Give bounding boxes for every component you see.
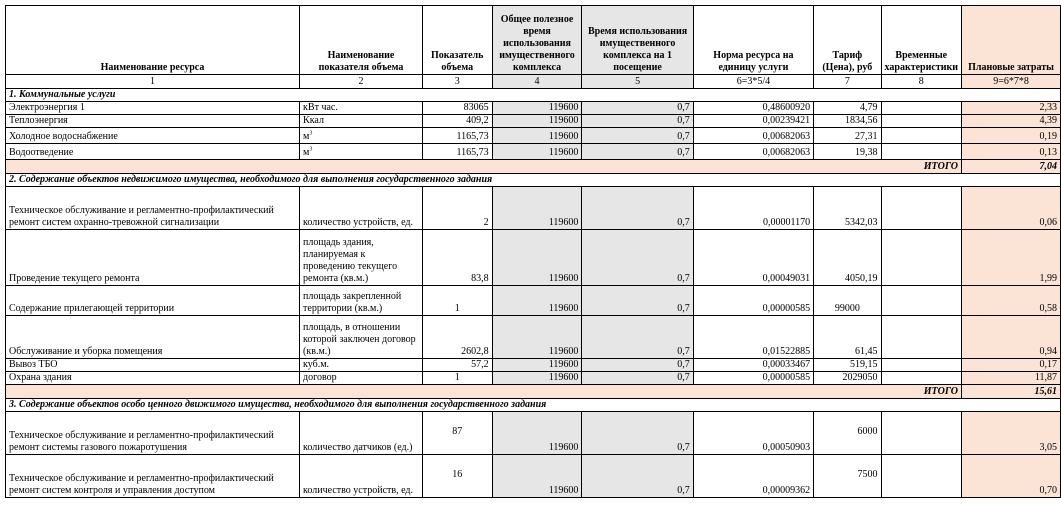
planned-cost: 1,99 <box>962 230 1061 286</box>
volume: 1 <box>422 372 492 385</box>
section-title-row <box>6 174 1061 187</box>
tariff: 6000 <box>814 412 881 455</box>
table-row <box>6 102 1061 115</box>
time-char <box>881 187 962 230</box>
column-number: 5 <box>582 75 693 89</box>
total-time: 119600 <box>492 372 582 385</box>
header-tariff: Тариф (Цена), руб <box>814 6 881 75</box>
norm: 0,00001170 <box>693 187 813 230</box>
norm: 0,00049031 <box>693 230 813 286</box>
planned-cost: 0,19 <box>962 128 1061 144</box>
tariff: 19,38 <box>814 144 881 160</box>
resource-name: Проведение текущего ремонта <box>6 230 300 286</box>
time-char <box>881 286 962 316</box>
unit: Ккал <box>300 115 423 128</box>
time-char <box>881 359 962 372</box>
planned-cost: 0,58 <box>962 286 1061 316</box>
total-label: ИТОГО <box>6 160 962 174</box>
unit: количество датчиков (ед.) <box>300 412 423 455</box>
volume: 2602,8 <box>422 316 492 359</box>
total-time: 119600 <box>492 286 582 316</box>
total-row <box>6 160 1061 174</box>
header-planned-cost: Плановые затраты <box>962 6 1061 75</box>
resource-name: Холодное водоснабжение <box>6 128 300 144</box>
section-title-row <box>6 399 1061 412</box>
resource-name: Техническое обслуживание и регламентно-профилактический ремонт системы газового пожаротушения <box>6 412 300 455</box>
unit: площадь закрепленной территории (кв.м.) <box>300 286 423 316</box>
time-char <box>881 455 962 498</box>
resource-name: Вывоз ТБО <box>6 359 300 372</box>
resource-name: Теплоэнергия <box>6 115 300 128</box>
planned-cost: 0,06 <box>962 187 1061 230</box>
tariff: 1834,56 <box>814 115 881 128</box>
norm: 0,00000585 <box>693 372 813 385</box>
time-per-visit: 0,7 <box>582 230 693 286</box>
volume: 16 <box>422 455 492 498</box>
section-title-row <box>6 89 1061 102</box>
resource-name: Техническое обслуживание и регламентно-профилактический ремонт систем охранно-тревожной сигнализации <box>6 187 300 230</box>
time-per-visit: 0,7 <box>582 102 693 115</box>
unit: количество устройств, ед. <box>300 187 423 230</box>
resource-name: Охрана здания <box>6 372 300 385</box>
table-row <box>6 359 1061 372</box>
total-time: 119600 <box>492 144 582 160</box>
time-char <box>881 128 962 144</box>
tariff: 4,79 <box>814 102 881 115</box>
time-per-visit: 0,7 <box>582 359 693 372</box>
table-row <box>6 455 1061 498</box>
time-per-visit: 0,7 <box>582 144 693 160</box>
time-per-visit: 0,7 <box>582 115 693 128</box>
time-per-visit: 0,7 <box>582 412 693 455</box>
unit-superscript: 3 <box>309 146 313 153</box>
planned-cost: 3,05 <box>962 412 1061 455</box>
tariff: 5342,03 <box>814 187 881 230</box>
norm: 0,00239421 <box>693 115 813 128</box>
volume: 83,8 <box>422 230 492 286</box>
time-char <box>881 102 962 115</box>
unit: кВт час. <box>300 102 423 115</box>
time-char <box>881 412 962 455</box>
tariff: 27,31 <box>814 128 881 144</box>
column-number: 4 <box>492 75 582 89</box>
planned-cost: 2,33 <box>962 102 1061 115</box>
planned-cost: 0,94 <box>962 316 1061 359</box>
time-char <box>881 115 962 128</box>
planned-cost: 0,17 <box>962 359 1061 372</box>
table-row <box>6 316 1061 359</box>
header-time-characteristics: Временные характеристики <box>881 6 962 75</box>
unit: количество устройств, ед. <box>300 455 423 498</box>
tariff: 4050,19 <box>814 230 881 286</box>
time-per-visit: 0,7 <box>582 286 693 316</box>
time-char <box>881 372 962 385</box>
total-time: 119600 <box>492 359 582 372</box>
total-value: 15,61 <box>962 385 1061 399</box>
volume: 1165,73 <box>422 144 492 160</box>
column-number: 1 <box>6 75 300 89</box>
resource-name: Электроэнергия 1 <box>6 102 300 115</box>
volume: 87 <box>422 412 492 455</box>
column-number: 3 <box>422 75 492 89</box>
resource-cost-table <box>5 5 1061 498</box>
column-number: 8 <box>881 75 962 89</box>
table-row <box>6 187 1061 230</box>
total-time: 119600 <box>492 455 582 498</box>
table-row <box>6 230 1061 286</box>
time-per-visit: 0,7 <box>582 455 693 498</box>
tariff: 2029050 <box>814 372 881 385</box>
unit-text: м <box>303 147 310 158</box>
planned-cost: 4,39 <box>962 115 1061 128</box>
column-number: 2 <box>300 75 423 89</box>
header-volume: Показатель объема <box>422 6 492 75</box>
table-row <box>6 128 1061 144</box>
planned-cost: 11,87 <box>962 372 1061 385</box>
norm: 0,00050903 <box>693 412 813 455</box>
tariff: 7500 <box>814 455 881 498</box>
section-title: 3. Содержание объектов особо ценного движимого имущества, необходимого для выполнения государственного задания <box>6 399 1061 412</box>
total-time: 119600 <box>492 412 582 455</box>
norm: 0,00682063 <box>693 144 813 160</box>
volume: 57,2 <box>422 359 492 372</box>
time-char <box>881 230 962 286</box>
total-time: 119600 <box>492 230 582 286</box>
total-value: 7,04 <box>962 160 1061 174</box>
unit: договор <box>300 372 423 385</box>
tariff: 61,45 <box>814 316 881 359</box>
unit: куб.м. <box>300 359 423 372</box>
resource-name: Водоотведение <box>6 144 300 160</box>
total-time: 119600 <box>492 316 582 359</box>
table-row <box>6 144 1061 160</box>
table-row <box>6 115 1061 128</box>
norm: 0,00682063 <box>693 128 813 144</box>
volume: 409,2 <box>422 115 492 128</box>
column-number: 9=6*7*8 <box>962 75 1061 89</box>
time-char <box>881 144 962 160</box>
norm: 0,01522885 <box>693 316 813 359</box>
section-title: 1. Коммунальные услуги <box>6 89 1061 102</box>
volume: 83065 <box>422 102 492 115</box>
header-row <box>6 6 1061 75</box>
resource-name: Содержание прилегающей территории <box>6 286 300 316</box>
section-title: 2. Содержание объектов недвижимого имущества, необходимого для выполнения государственного задания <box>6 174 1061 187</box>
unit-text: м <box>303 131 310 142</box>
total-label: ИТОГО <box>6 385 962 399</box>
time-per-visit: 0,7 <box>582 316 693 359</box>
norm: 0,00033467 <box>693 359 813 372</box>
unit: площадь, в отношении которой заключен договор (кв.м.) <box>300 316 423 359</box>
time-per-visit: 0,7 <box>582 128 693 144</box>
planned-cost: 0,13 <box>962 144 1061 160</box>
norm: 0,48600920 <box>693 102 813 115</box>
total-time: 119600 <box>492 187 582 230</box>
time-char <box>881 316 962 359</box>
resource-name: Обслуживание и уборка помещения <box>6 316 300 359</box>
unit <box>300 144 423 160</box>
column-number: 6=3*5/4 <box>693 75 813 89</box>
time-per-visit: 0,7 <box>582 372 693 385</box>
tariff: 99000 <box>814 286 881 316</box>
total-time: 119600 <box>492 102 582 115</box>
header-volume-indicator-name: Наименование показателя объема <box>300 6 423 75</box>
total-time: 119600 <box>492 115 582 128</box>
volume: 2 <box>422 187 492 230</box>
header-resource-norm: Норма ресурса на единицу услуги <box>693 6 813 75</box>
total-row <box>6 385 1061 399</box>
norm: 0,00000585 <box>693 286 813 316</box>
table-row <box>6 372 1061 385</box>
total-time: 119600 <box>492 128 582 144</box>
header-resource-name: Наименование ресурса <box>6 6 300 75</box>
volume: 1165,73 <box>422 128 492 144</box>
unit: площадь здания, планируемая к проведению текущего ремонта (кв.м.) <box>300 230 423 286</box>
volume: 1 <box>422 286 492 316</box>
planned-cost: 0,70 <box>962 455 1061 498</box>
column-number: 7 <box>814 75 881 89</box>
unit-superscript: 3 <box>309 130 313 137</box>
column-numbers-row <box>6 75 1061 89</box>
table-row <box>6 412 1061 455</box>
header-time-per-visit: Время использования имущественного комплекса на 1 посещение <box>582 6 693 75</box>
resource-name: Техническое обслуживание и регламентно-профилактический ремонт систем контроля и управления доступом <box>6 455 300 498</box>
unit <box>300 128 423 144</box>
header-total-useful-time: Общее полезное время использования имущественного комплекса <box>492 6 582 75</box>
tariff: 519,15 <box>814 359 881 372</box>
time-per-visit: 0,7 <box>582 187 693 230</box>
norm: 0,00009362 <box>693 455 813 498</box>
table-row <box>6 286 1061 316</box>
